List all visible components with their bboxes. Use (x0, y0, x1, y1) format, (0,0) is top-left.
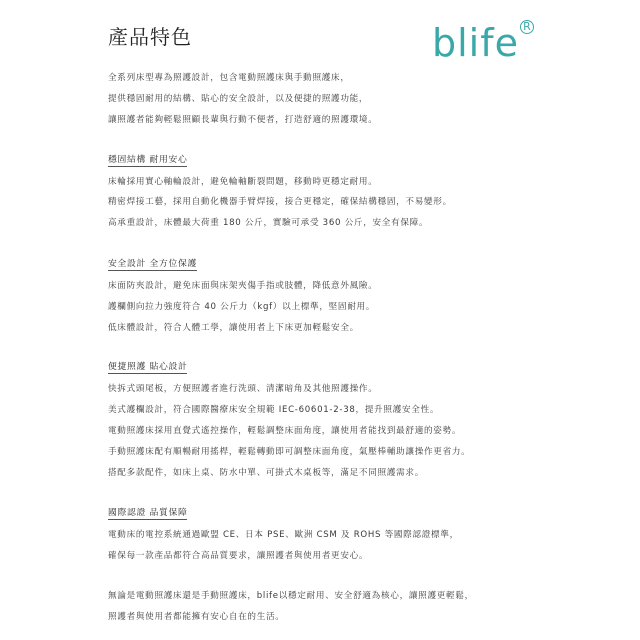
section-heading-convenience: 便捷照護 貼心設計 (108, 362, 188, 372)
feature-line: 電動照護床採用直覺式遙控操作，輕鬆調整床面角度，讓使用者能找到最舒適的姿勢。 (108, 426, 462, 436)
feature-line: 精密焊接工藝，採用自動化機器手臂焊接，接合更穩定，確保結構穩固，不易變形。 (108, 197, 452, 207)
feature-line: 床面防夾設計，避免床面與床架夾傷手指或肢體，降低意外風險。 (108, 281, 378, 291)
feature-line: 手動照護床配有順暢耐用搖桿，輕鬆轉動即可調整床面角度，氣壓棒輔助讓操作更省力。 (108, 447, 471, 457)
intro-line: 讓照護者能夠輕鬆照顧長輩與行動不便者，打造舒適的照護環境。 (108, 115, 378, 125)
feature-line: 低床體設計，符合人體工學，讓使用者上下床更加輕鬆安全。 (108, 323, 359, 333)
feature-line: 床輪採用實心軸輪設計，避免輪軸斷裂問題，移動時更穩定耐用。 (108, 177, 378, 187)
section-heading-structure: 穩固結構 耐用安心 (108, 155, 188, 165)
page-title: 產品特色 (108, 25, 192, 49)
logo-text: blife (432, 21, 519, 65)
feature-line: 快拆式頭尾板，方便照護者進行洗頭、清潔暗角及其他照護操作。 (108, 384, 378, 394)
section-heading-safety: 安全設計 全方位保護 (108, 259, 197, 269)
section-heading-certification: 國際認證 品質保障 (108, 508, 188, 518)
closing-line: 照護者與使用者都能擁有安心自在的生活。 (108, 612, 285, 622)
feature-line: 電動床的電控系統通過歐盟 CE、日本 PSE、歐洲 CSM 及 ROHS 等國際認證標準， (108, 530, 459, 540)
closing-line: 無論是電動照護床還是手動照護床，blife以穩定耐用、安全舒適為核心，讓照護更輕鬆， (108, 591, 474, 601)
feature-line: 搭配多款配件，如床上桌、防水中單、可掛式木桌板等，滿足不同照護需求。 (108, 468, 424, 478)
blife-logo (432, 18, 531, 68)
intro-line: 提供穩固耐用的結構、貼心的安全設計，以及便捷的照護功能， (108, 94, 369, 104)
registered-mark-icon: R (520, 20, 534, 34)
feature-line: 美式護欄設計，符合國際醫療床安全規範 IEC-60601-2-38，提升照護安全性。 (108, 405, 440, 415)
feature-line: 確保每一款產品都符合高品質要求，讓照護者與使用者更安心。 (108, 551, 369, 561)
intro-line: 全系列床型專為照護設計，包含電動照護床與手動照護床， (108, 73, 350, 83)
feature-line: 高承重設計，床體最大荷重 180 公斤，實驗可承受 360 公斤，安全有保障。 (108, 218, 429, 228)
feature-line: 護欄側向拉力強度符合 40 公斤力（kgf）以上標準，堅固耐用。 (108, 302, 376, 312)
